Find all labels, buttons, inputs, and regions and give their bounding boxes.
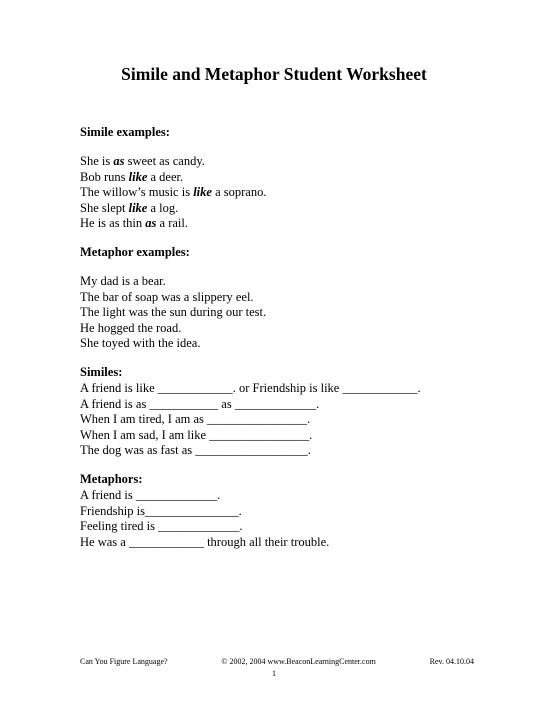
section-metaphor-examples <box>80 245 480 352</box>
worksheet-line <box>80 428 480 444</box>
section-heading: Metaphor examples: <box>80 244 190 259</box>
line-text: He was a ____________ through all their trouble. <box>80 534 330 549</box>
line-text: A friend is as ___________ as _____________. <box>80 396 320 411</box>
line-text: The dog was as fast as __________________. <box>80 443 311 458</box>
line-text: He is as thin <box>80 216 146 231</box>
page-footer <box>80 657 474 666</box>
line-text: When I am tired, I am as ________________. <box>80 412 311 427</box>
footer-revision: Rev. 04.10.04 <box>429 657 474 666</box>
worksheet-line <box>80 290 480 306</box>
section-metaphors <box>80 472 480 550</box>
keyword: like <box>128 169 148 184</box>
footer-series: Can You Figure Language? <box>80 657 168 666</box>
section-lines <box>80 488 480 550</box>
worksheet-line <box>80 216 480 232</box>
worksheet-line <box>80 154 480 170</box>
worksheet-line <box>80 201 480 217</box>
line-text: a deer. <box>147 169 184 184</box>
line-text: The willow’s music is <box>80 185 194 200</box>
worksheet-line <box>80 170 480 186</box>
worksheet-line <box>80 274 480 290</box>
line-text: She toyed with the idea. <box>80 336 201 351</box>
section-lines <box>80 381 480 459</box>
worksheet-line <box>80 336 480 352</box>
worksheet-line <box>80 381 480 397</box>
keyword: like <box>193 185 212 200</box>
section-heading: Metaphors: <box>80 471 143 486</box>
worksheet-line <box>80 321 480 337</box>
line-text: a log. <box>147 200 179 215</box>
line-text: The bar of soap was a slippery eel. <box>80 289 254 304</box>
keyword: as <box>113 154 125 168</box>
line-text: When I am sad, I am like ________________. <box>80 427 313 442</box>
line-text: My dad is a bear. <box>80 273 166 288</box>
page-number: 1 <box>272 669 276 678</box>
line-text: a rail. <box>156 216 188 231</box>
keyword: as <box>145 216 157 231</box>
line-text: The light was the sun during our test. <box>80 305 267 320</box>
line-text: Friendship is_______________. <box>80 503 242 518</box>
worksheet-line <box>80 488 480 504</box>
worksheet-line <box>80 397 480 413</box>
section-lines <box>80 154 480 232</box>
worksheet-line <box>80 412 480 428</box>
section-heading: Similes: <box>80 364 123 379</box>
line-text: He hogged the road. <box>80 320 182 335</box>
worksheet-line <box>80 535 480 551</box>
keyword: like <box>128 200 148 215</box>
section-lines <box>80 274 480 352</box>
worksheet-title: Simile and Metaphor Student Worksheet <box>121 64 427 84</box>
worksheet-line <box>80 504 480 520</box>
footer-copyright: © 2002, 2004 www.BeaconLearningCenter.com <box>221 657 376 666</box>
line-text: She is <box>80 154 114 168</box>
line-text: She slept <box>80 200 129 215</box>
line-text: a soprano. <box>211 185 267 200</box>
line-text: Bob runs <box>80 169 129 184</box>
worksheet-content <box>80 125 480 563</box>
line-text: Feeling tired is _____________. <box>80 519 243 534</box>
section-simile-examples <box>80 125 480 232</box>
worksheet-line <box>80 305 480 321</box>
worksheet-line <box>80 443 480 459</box>
line-text: A friend is like ____________. or Friendship is like ____________. <box>80 380 421 395</box>
section-heading: Simile examples: <box>80 125 170 139</box>
line-text: A friend is _____________. <box>80 487 221 502</box>
worksheet-line <box>80 519 480 535</box>
section-similes <box>80 365 480 459</box>
worksheet-line <box>80 185 480 201</box>
line-text: sweet as candy. <box>124 154 205 168</box>
